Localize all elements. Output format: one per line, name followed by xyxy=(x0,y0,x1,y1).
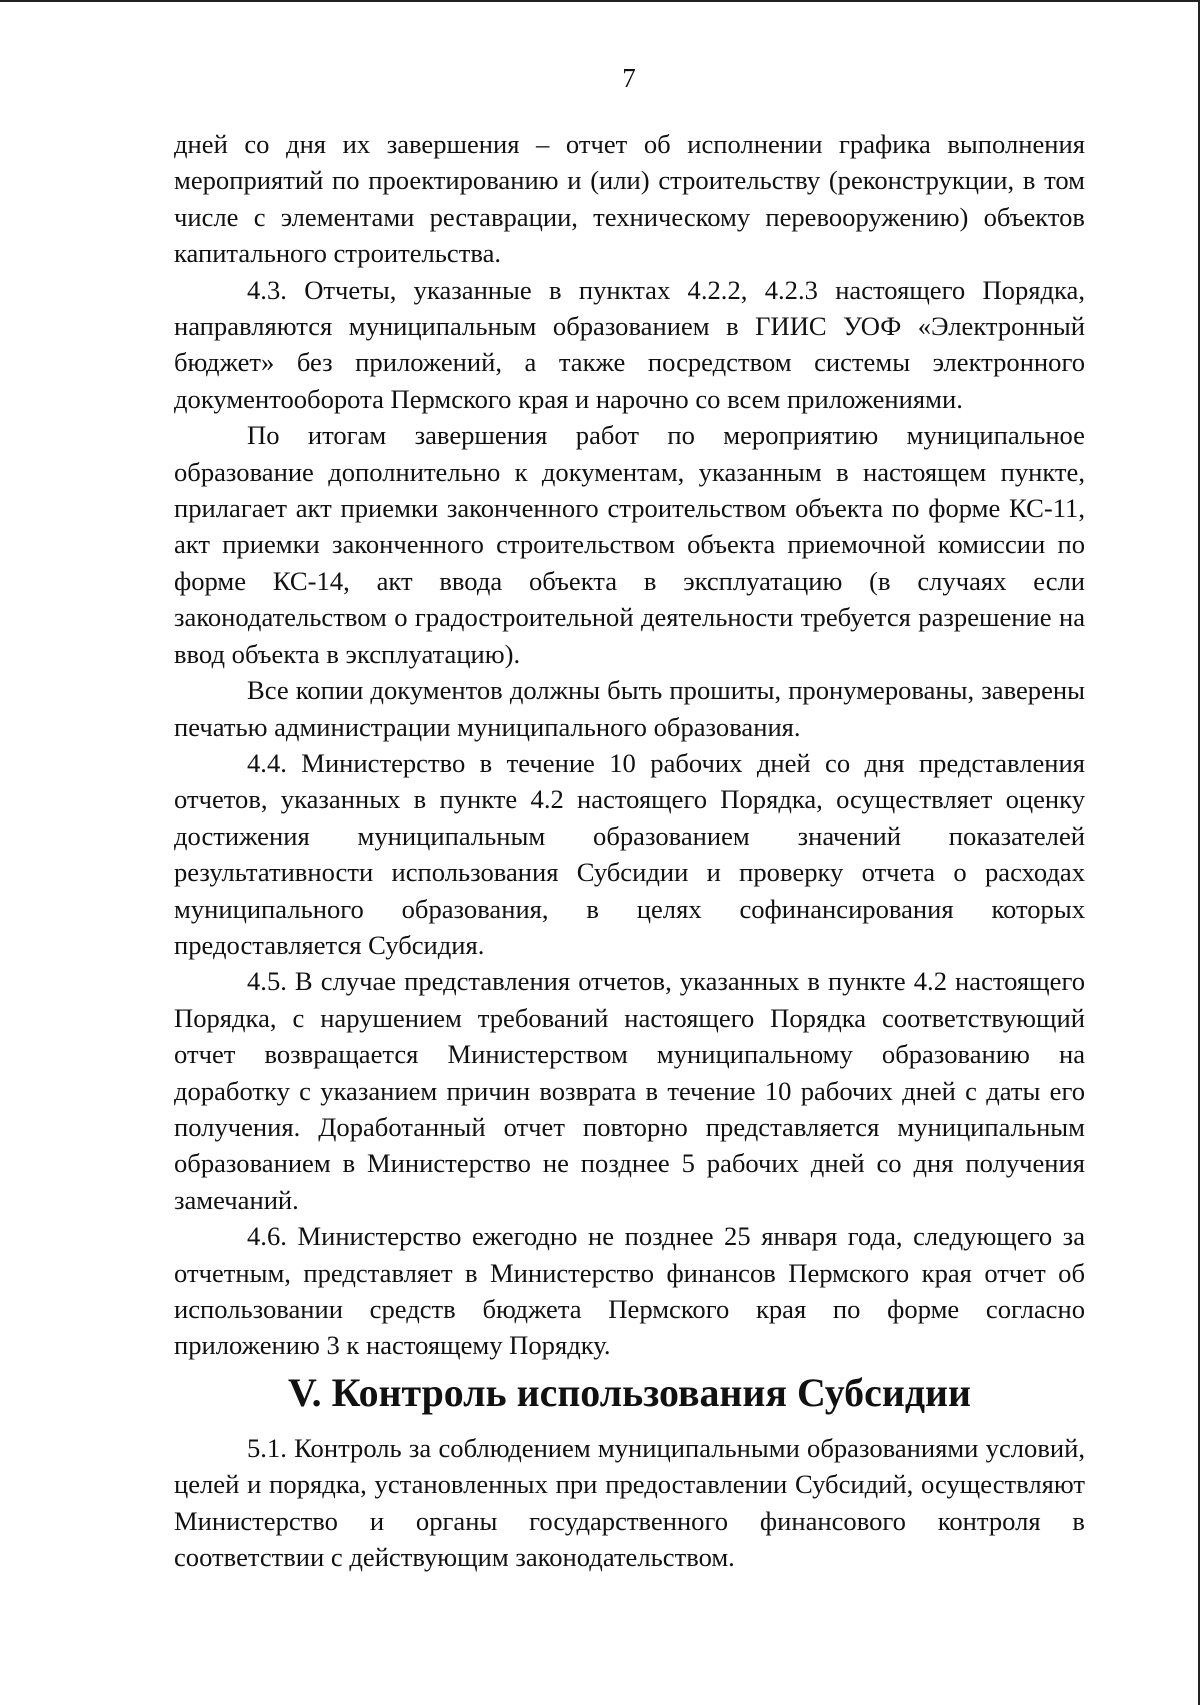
paragraph-5-1: 5.1. Контроль за соблюдением муниципальными образованиями условий, целей и порядка, установленных при предоставлении Субсидий, осуществляют Министерство и органы государственного финансового контроля в соответствии с действующим законодательством. xyxy=(174,1432,1085,1573)
paragraph-completion-documents: По итогам завершения работ по мероприятию муниципальное образование дополнительно к документам, указанным в настоящем пункте, прилагает акт приемки законченного строительством объекта по форме КС-11, акт приемки законченного строительством объекта приемочной комиссии по форме КС-14, акт ввода объекта в эксплуатацию (в случаях если законодательством о градостроительной деятельности требуется разрешение на ввод объекта в эксплуатацию). xyxy=(174,420,1085,669)
paragraph-continuation: дней со дня их завершения – отчет об исполнении графика выполнения мероприятий по проектированию и (или) строительству (реконструкции, в том числе с элементами реставрации, техническому перевооружению) объектов капитального строительства. xyxy=(174,129,1085,269)
paragraph-copies: Все копии документов должны быть прошиты, пронумерованы, заверены печатью администрации муниципального образования. xyxy=(174,675,1085,742)
page-number: 7 xyxy=(622,63,636,93)
paragraph-4-5: 4.5. В случае представления отчетов, указанных в пункте 4.2 настоящего Порядка, с нарушением требований настоящего Порядка соответствующий отчет возвращается Министерством муниципальному образованию на доработку с указанием причин возврата в течение 10 рабочих дней с даты его получения. Доработанный отчет повторно представляется муниципальным образованием в Министерство не позднее 5 рабочих дней со дня получения замечаний. xyxy=(174,966,1085,1215)
page-top-border xyxy=(0,0,1200,2)
section-heading: V. Контроль использования Субсидии xyxy=(288,1369,971,1415)
paragraph-4-6: 4.6. Министерство ежегодно не позднее 25 января года, следующего за отчетным, представляет в Министерство финансов Пермского края отчет об использовании средств бюджета Пермского края по форме согласно приложению 3 к настоящему Порядку. xyxy=(174,1221,1085,1361)
document-body xyxy=(174,126,1085,1575)
paragraph-4-3: 4.3. Отчеты, указанные в пунктах 4.2.2, 4.2.3 настоящего Порядка, направляются муниципальным образованием в ГИИС УОФ «Электронный бюджет» без приложений, а также посредством системы электронного документооборота Пермского края и нарочно со всем приложениями. xyxy=(174,274,1085,414)
paragraph-4-4: 4.4. Министерство в течение 10 рабочих дней со дня представления отчетов, указанных в пункте 4.2 настоящего Порядка, осуществляет оценку достижения муниципальным образованием значений показателей результативности использования Субсидии и проверку отчета о расходах муниципального образования, в целях софинансирования которых предоставляется Субсидия. xyxy=(174,747,1085,960)
